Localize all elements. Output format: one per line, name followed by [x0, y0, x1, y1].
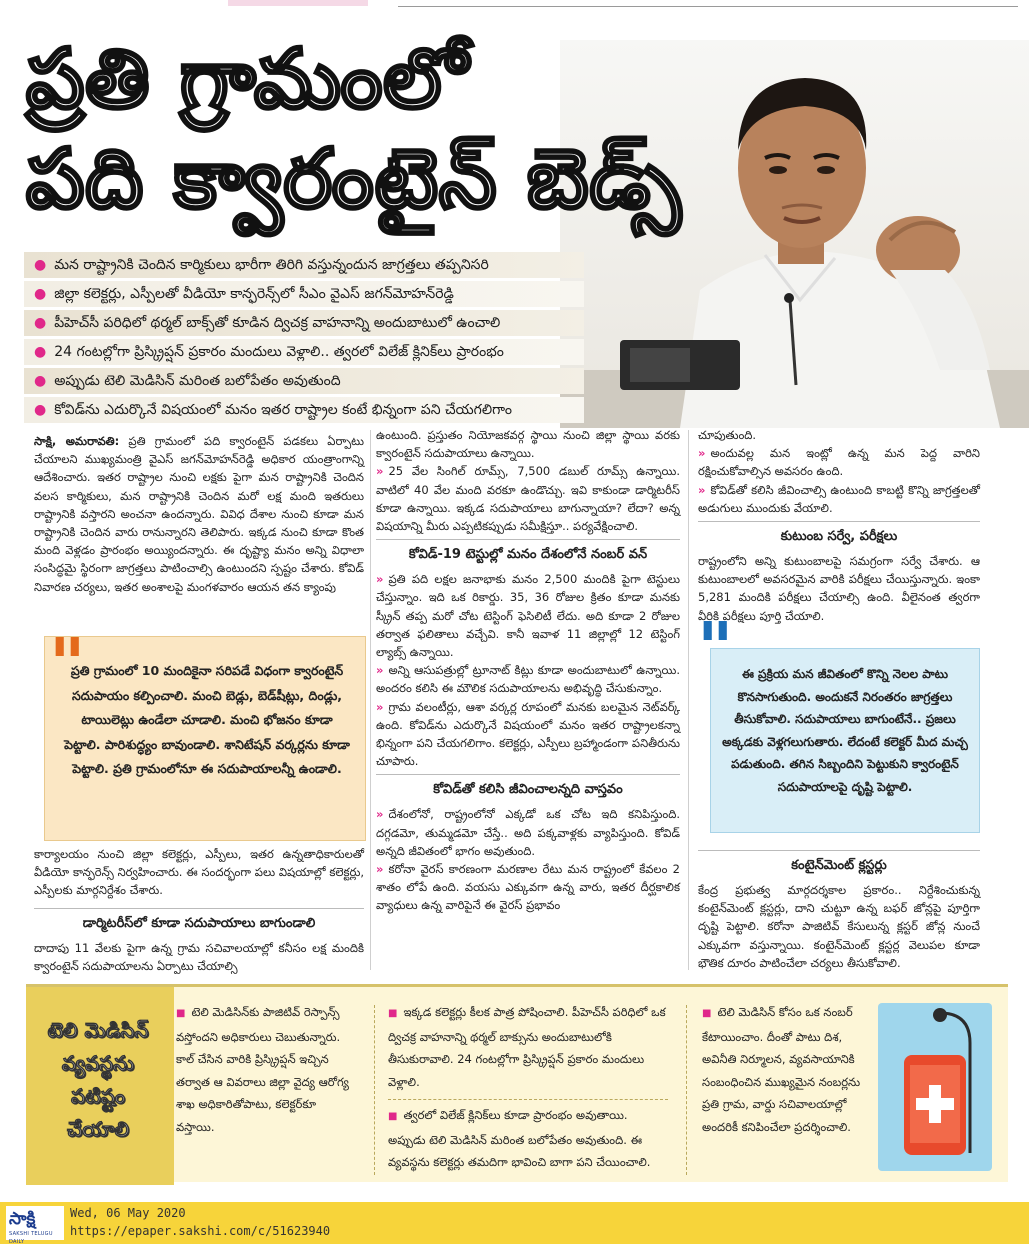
arrow-bullet-icon: » [376, 807, 384, 822]
article-column-3-continued [698, 846, 980, 972]
bullet-dot-icon: ● [34, 315, 47, 331]
subheading: కుటుంబ సర్వే, పరీక్షలు [698, 521, 980, 548]
list-item [376, 661, 680, 697]
highlight-text: మన రాష్ట్రానికి చెందిన కార్మికులు భారీగా తిరిగి వస్తున్నందున జాగ్రత్తలు తప్పనిసరి [54, 257, 489, 273]
paragraph-text: త్వరలో విలేజ్ క్లినిక్‌లు కూడా ప్రారంభం అవుతాయి. అప్పుడు టెలి మెడిసిన్ మరింత బలోపేతం అవుతుంది. ఈ వ్యవస్థను కలెక్టర్లు తమదిగా భావించి బాగా పని చేయించాలి. [388, 1108, 651, 1169]
highlight-item [24, 339, 584, 365]
paragraph-text: ఇక్కడ కలెక్టర్లు కీలక పాత్ర పోషించాలి. పీహెచ్‌సీ పరిధిలో ఒక ద్విచక్ర వాహనాన్ని థర్మల్ బాక్సును అందుబాటులోకి తీసుకురావాలి. 24 గంటల్లోగా ప్రిస్క్రిప్షన్ ప్రకారం మందులు వెళ్లాలి. [388, 1005, 666, 1089]
tag-line: వ్యవస్థను [61, 1051, 135, 1075]
list-item [376, 462, 680, 535]
article-column-3 [698, 426, 980, 625]
list-item [388, 1001, 668, 1093]
paragraph-text: కార్యాలయం నుంచి జిల్లా కలెక్టర్లు, ఎస్పీలు, ఇతర ఉన్నతాధికారులతో వీడియో కాన్ఫరెన్స్ నిర్వహించారు. ఈ సందర్భంగా పలు విషయాల్లో కలెక్టర్లు, ఎస్పీలకు మార్గనిర్దేశం చేశారు. [34, 847, 364, 898]
highlight-item [24, 310, 584, 336]
quote-mark-icon: " [697, 606, 734, 689]
paragraph-text: గ్రామ వలంటీర్లు, ఆశా వర్కర్ల రూపంలో మనకు బలమైన నెట్‌వర్క్ ఉంది. కోవిడ్‌ను ఎదుర్కొనే విషయంలో మనం ఇతర రాష్ట్రాలకన్నా భిన్నంగా పని చేయగలిగాం. కలెక్టర్లు, ఎస్పీలు బ్రహ్మాండంగా పనితీరును చూపారు. [376, 699, 680, 769]
paragraph-text: రాష్ట్రంలోని అన్ని కుటుంబాలపై సమగ్రంగా సర్వే చేశారు. ఆ కుటుంబాలలో అవసరమైన వారికి పరీక్షలు చేయిస్తున్నారు. ఇంకా 5,281 మందికి పరీక్షలు చేయాల్సి ఉంది. వీలైనంత త్వరగా వీరికి పరీక్షలు పూర్తి చేయాలి. [698, 554, 980, 623]
arrow-bullet-icon: » [376, 663, 384, 678]
telemedicine-column-1 [176, 1001, 352, 1138]
top-rule [0, 0, 1029, 10]
square-bullet-icon: ■ [176, 1008, 186, 1019]
pull-quote-text: ఈ ప్రక్రియ మన జీవితంలో కొన్ని నెలల పాటు కొనసాగుతుంది. అందుకనే నిరంతరం జాగ్రత్తలు తీసుకోవాలి. సదుపాయాలు బాగుంటేనే.. ప్రజలు అక్కడకు వెళ్లగలుగుతారు. లేదంటే కలెక్టర్ మీద మచ్చ పడుతుంది. తగిన సిబ్బందిని పెట్టుకుని క్వారంటైన్ సదుపాయాలపై దృష్టి పెట్టాలి. [722, 667, 968, 794]
paragraph-text: టెలి మెడిసిన్‌కు పాజిటివ్ రెస్పాన్స్ వస్తోందని అధికారులు చెబుతున్నారు. కాల్ చేసిన వారికి ప్రిస్క్రిప్షన్ ఇచ్చిన తర్వాత ఆ వివరాలు జిల్లా వైద్య ఆరోగ్య శాఖ అధికారితోపాటు, కలెక్టర్‌కూ వస్తాయి. [176, 1005, 349, 1134]
headline-line-1: ప్రతి గ్రామంలో [26, 32, 469, 127]
logo-text: సాక్షి [9, 1209, 36, 1229]
list-item [376, 570, 680, 661]
highlight-item [24, 368, 584, 394]
pull-quote-2 [697, 606, 980, 833]
subheading: కంటైన్‌మెంట్ క్లస్టర్లు [698, 850, 980, 877]
paragraph-text: కరోనా వైరస్ కారణంగా మరణాల రేటు మన రాష్ట్రంలో కేవలం 2 శాతం లోపే ఉంది. వయసు ఎక్కువగా ఉన్న వారు, ఇతర దీర్ఘకాలిక వ్యాధులు ఉన్న వారిపైనే ఈ వైరస్ ప్రభావం [376, 862, 680, 913]
paragraph-text: కేంద్ర ప్రభుత్వ మార్గదర్శకాల ప్రకారం.. నిర్దేశించుకున్న కంటైన్‌మెంట్ క్లస్టర్లు, దాని చుట్టూ ఉన్న బఫర్ జోన్లపై పూర్తిగా దృష్టి పెట్టాలి. కరోనా పాజిటివ్ కేసులున్న క్లస్టర్ జోన్ల నుంచే ఎక్కువగా వస్తున్నాయి. కంటైన్‌మెంట్ క్లస్టర్ల వెలుపల కూడా భౌతిక దూరం పాటించేలా చర్యలు తీసుకోవాలి. [698, 883, 980, 970]
highlight-text: 24 గంటల్లోగా ప్రిస్క్రిప్షన్ ప్రకారం మందులు వెళ్లాలి.. త్వరలో విలేజ్ క్లినిక్‌లు ప్రారంభం [54, 344, 504, 360]
telemedicine-box [26, 984, 1008, 1182]
bullet-dot-icon: ● [34, 373, 47, 389]
list-item [698, 444, 980, 480]
paragraph-text: దేశంలోనో, రాష్ట్రంలోనో ఎక్కడో ఒక చోట ఇది కనిపిస్తుంది. దగ్గడమో, తుమ్మడమో చేస్తే.. అది పక్కవాళ్లకు వ్యాపిస్తుంది. కోవిడ్ అన్నది జీవితంలో భాగం అవుతుంది. [376, 807, 680, 858]
bullet-dot-icon: ● [34, 402, 47, 418]
highlight-text: పీహెచ్‌సీ పరిధిలో థర్మల్ బాక్స్‌తో కూడిన ద్విచక్ర వాహనాన్ని అందుబాటులో ఉంచాలి [54, 315, 501, 331]
subheading: డార్మిటరీస్‌లో కూడా సదుపాయాలు బాగుండాలి [34, 908, 364, 935]
headline [26, 30, 682, 230]
publish-date: Wed, 06 May 2020 [70, 1206, 186, 1220]
bullet-dot-icon: ● [34, 344, 47, 360]
paragraph-text: టెలి మెడిసిన్ కోసం ఒక నంబర్ కేటాయించాం. దీంతో పాటు దిశ, అవినీతి నిర్మూలన, వ్యవసాయానికి సంబంధించిన ముఖ్యమైన నంబర్లను ప్రతి గ్రామ, వార్డు సచివాలయాల్లో అందరికీ కనిపించేలా ప్రదర్శించాలి. [702, 1005, 861, 1134]
subheading: కోవిడ్-19 టెస్టుల్లో మనం దేశంలోనే నంబర్ వన్ [376, 539, 680, 566]
highlight-item [24, 397, 584, 423]
paragraph-text: ఉంటుంది. ప్రస్తుతం నియోజకవర్గ స్థాయి నుంచి జిల్లా స్థాయి వరకు క్వారంటైన్ సదుపాయాలు ఉన్నాయి. [376, 428, 680, 461]
square-bullet-icon: ■ [388, 1111, 398, 1122]
tag-line: టెలి మెడిసిన్ [47, 1018, 149, 1042]
sakshi-logo[interactable] [6, 1206, 64, 1244]
arrow-bullet-icon: » [376, 862, 384, 877]
list-item [376, 698, 680, 771]
square-bullet-icon: ■ [702, 1008, 712, 1019]
article-column-1 [34, 432, 364, 596]
logo-subtext: SAKSHI TELUGU DAILY [9, 1231, 53, 1244]
arrow-bullet-icon: » [376, 699, 384, 714]
paragraph-text: ప్రతి పది లక్షల జనాభాకు మనం 2,500 మందికి పైగా టెస్టులు చేస్తున్నాం. ఇది ఒక రికార్డు. 35, 36 రోజుల క్రితం కూడా మనకు స్క్రీన్ తప్ప మరో చోట టెస్టింగ్ ఫెసిలిటీ లేదు. అది కూడా 2 రోజుల తర్వాత ఫలితాలు వచ్చేవి. కానీ ఇవాళ 11 జిల్లాల్లో 12 టెస్టింగ్ ల్యాబ్స్ ఉన్నాయి. [376, 572, 680, 660]
article-column-2 [376, 426, 680, 915]
telemedicine-column-2 [388, 1001, 668, 1174]
arrow-bullet-icon: » [376, 572, 384, 587]
telemedicine-column-3 [702, 1001, 872, 1138]
highlight-item [24, 281, 584, 307]
dateline: సాక్షి, అమరావతి: [34, 434, 120, 448]
pull-quote-text: ప్రతి గ్రామంలో 10 మందికైనా సరిపడే విధంగా క్వారంటైన్ సదుపాయం కల్పించాలి. మంచి బెడ్లు, బెడ్‌షీట్లు, దిండ్లు, టాయిలెట్లు ఉండేలా చూడాలి. మంచి భోజనం కూడా పెట్టాలి. పారిశుద్ధ్యం బావుండాలి. శానిటేషన్ వర్కర్లను కూడా పెట్టాలి. ప్రతి గ్రామంలోనూ ఈ సదుపాయాలన్నీ ఉండాలి. [64, 663, 350, 776]
highlight-text: కోవిడ్‌ను ఎదుర్కొనే విషయంలో మనం ఇతర రాష్ట్రాల కంటే భిన్నంగా పని చేయగలిగాం [54, 402, 512, 418]
list-item [698, 481, 980, 517]
quote-mark-icon: " [49, 622, 86, 705]
paragraph-text: అన్ని ఆసుపత్రుల్లో ట్రూనాట్ కిట్లు కూడా అందుబాటులో ఉన్నాయి. అందరం కలిసి ఈ మౌలిక సదుపాయాలను అభివృద్ధి చేసుకున్నాం. [376, 663, 680, 696]
paragraph-text: 25 వేల సింగిల్ రూమ్స్, 7,500 డబుల్ రూమ్స్ ఉన్నాయి. వాటిలో 40 వేల మంది వరకూ ఉండొచ్చు. ఇవి కాకుండా డార్మిటరీస్ కూడా ఉన్నాయి. ఇక్కడ సదుపాయాలు బాగున్నాయా? లేదా? అన్న విషయాన్ని మీరు ఎప్పటికప్పుడు సమీక్షిస్తూ.. పర్యవేక్షించాలి. [376, 464, 680, 534]
tag-line: చేయాలి [67, 1117, 129, 1141]
highlight-text: జిల్లా కలెక్టర్లు, ఎస్పీలతో వీడియో కాన్ఫరెన్స్‌లో సీఎం వైఎస్ జగన్‌మోహన్‌రెడ్డి [54, 286, 454, 302]
paragraph-text: ప్రతి గ్రామంలో పది క్వారంటైన్ పడకలు ఏర్పాటు చేయాలని ముఖ్యమంత్రి వైఎస్ జగన్‌మోహన్‌రెడ్డి అధికార యంత్రాంగాన్ని ఆదేశించారు. ఇతర రాష్ట్రాల నుంచి లక్షకు పైగా మన రాష్ట్రానికి చెందిన వలస కార్మికులు, మన రాష్ట్రానికి చెందిన మరో లక్ష మంది ఇతరులు రాష్ట్రానికి వస్తారని అంచనా ఉందన్నారు. వివిధ దేశాల నుంచి కూడా మన రాష్ట్రానికి చెందిన వారు రానున్నారని తెలిపారు. ఇక్కడ నుంచి కూడా కొంత మంది వెళ్లడం ప్రారంభం అయ్యిందన్నారు. ఈ దృష్ట్యా మనం అన్ని విధాలా సంసిద్ధమై స్థిరంగా జాగ్రత్తలు పాటించాల్సి ఉంటుందని స్పష్టం చేశారు. కోవిడ్ నివారణ చర్యలు, ఇతర అంశాలపై మంగళవారం ఆయన తన క్యాంపు [34, 434, 364, 594]
telemedicine-tag [32, 1009, 164, 1151]
epaper-link[interactable]: https://epaper.sakshi.com/c/51623940 [70, 1224, 331, 1238]
subheading: కోవిడ్‌తో కలిసి జీవించాలన్నది వాస్తవం [376, 774, 680, 801]
top-pink-strip [228, 0, 368, 6]
epaper-footer [0, 1202, 1029, 1244]
top-divider [398, 6, 1018, 7]
paragraph-text: అందువల్ల మన ఇంట్లో ఉన్న మన పెద్ద వారిని రక్షించుకోవాల్సిన అవసరం ఉంది. [698, 446, 980, 479]
column-divider [374, 1005, 375, 1175]
arrow-bullet-icon: » [698, 482, 706, 497]
highlight-item [24, 252, 584, 278]
list-item [376, 805, 680, 860]
paragraph-text: చూపుతుంది. [698, 428, 757, 442]
column-divider [370, 430, 371, 970]
highlights-list [24, 252, 584, 426]
article-paragraph [34, 432, 364, 596]
headline-line-2: పది క్వారంటైన్ బెడ్స్ [26, 132, 682, 227]
square-bullet-icon: ■ [388, 1008, 398, 1019]
arrow-bullet-icon: » [376, 464, 384, 479]
bullet-dot-icon: ● [34, 286, 47, 302]
article-column-1-continued [34, 845, 364, 975]
column-divider [686, 1005, 687, 1175]
list-item [376, 860, 680, 915]
paragraph-text: కోవిడ్‌తో కలిసి జీవించాల్సి ఉంటుంది కాబట్టి కొన్ని జాగ్రత్తలతో అడుగులు ముందుకు వేయాలి. [698, 482, 980, 515]
phone-medical-icon [878, 1003, 992, 1171]
bullet-dot-icon: ● [34, 257, 47, 273]
paragraph-text: దాదాపు 11 వేలకు పైగా ఉన్న గ్రామ సచివాలయాల్లో కనీసం లక్ష మందికి క్వారంటైన్ సదుపాయాలను ఏర్పాటు చేయాల్సి [34, 940, 364, 973]
list-item [388, 1099, 668, 1174]
highlight-text: అప్పుడు టెలి మెడిసిన్ మరింత బలోపేతం అవుతుంది [54, 373, 341, 389]
arrow-bullet-icon: » [698, 446, 706, 461]
tag-line: పటిష్టం [70, 1084, 126, 1108]
pull-quote-1 [44, 622, 366, 841]
column-divider [688, 430, 689, 970]
